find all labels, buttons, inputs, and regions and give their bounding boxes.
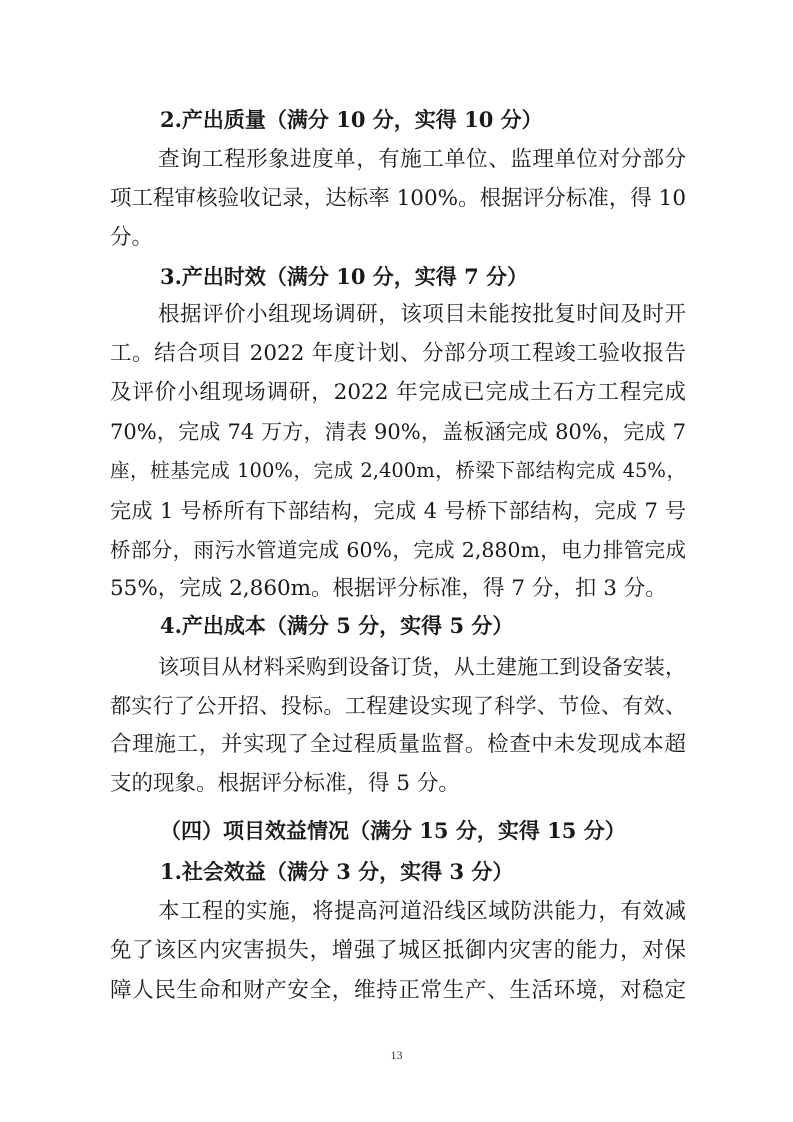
section-heading-output-quality: 2.产出质量（满分 10 分，实得 10 分） (160, 107, 543, 132)
paragraph-line: 该项目从材料采购到设备订货，从土建施工到设备安装， (158, 655, 686, 679)
paragraph-line: 都实行了公开招、投标。工程建设实现了科学、节俭、有效、 (110, 694, 686, 718)
paragraph-line: 及评价小组现场调研，2022 年完成已完成土石方工程完成 (110, 380, 686, 405)
paragraph-line: 55%，完成 2,860m。根据评分标准，得 7 分，扣 3 分。 (110, 576, 667, 601)
paragraph-line: 项工程审核验收记录，达标率 100%。根据评分标准，得 10 (110, 186, 686, 211)
section-heading-output-timeliness: 3.产出时效（满分 10 分，实得 7 分） (160, 264, 529, 289)
paragraph-line: 查询工程形象进度单，有施工单位、监理单位对分部分 (158, 147, 686, 172)
paragraph-line: 障人民生命和财产安全，维持正常生产、生活环境，对稳定 (110, 978, 686, 1003)
paragraph-line: 合理施工，并实现了全过程质量监督。检查中未发现成本超 (110, 732, 686, 757)
paragraph-line: 工。结合项目 2022 年度计划、分部分项工程竣工验收报告 (110, 341, 686, 366)
paragraph-line: 本工程的实施，将提高河道沿线区域防洪能力，有效减 (158, 899, 686, 924)
section-heading-social-benefits: 1.社会效益（满分 3 分，实得 3 分） (160, 859, 514, 884)
paragraph-line: 70%，完成 74 万方，清表 90%，盖板涵完成 80%，完成 7 (110, 420, 686, 444)
paragraph-line: 支的现象。根据评分标准，得 5 分。 (110, 771, 460, 796)
part-heading-project-benefits: （四）项目效益情况（满分 15 分，实得 15 分） (160, 818, 626, 843)
paragraph-line: 完成 1 号桥所有下部结构，完成 4 号桥下部结构，完成 7 号 (110, 499, 686, 523)
paragraph-line: 桥部分，雨污水管道完成 60%，完成 2,880m，电力排管完成 (110, 538, 686, 562)
section-heading-output-cost: 4.产出成本（满分 5 分，实得 5 分） (160, 613, 514, 638)
paragraph-line: 座，桩基完成 100%，完成 2,400m，桥梁下部结构完成 45%， (110, 459, 686, 482)
paragraph-line: 根据评价小组现场调研，该项目未能按批复时间及时开 (158, 302, 686, 327)
paragraph-line: 分。 (110, 225, 154, 250)
page-number: 13 (390, 1048, 403, 1062)
paragraph-line: 免了该区内灾害损失，增强了城区抵御内灾害的能力，对保 (110, 938, 686, 963)
